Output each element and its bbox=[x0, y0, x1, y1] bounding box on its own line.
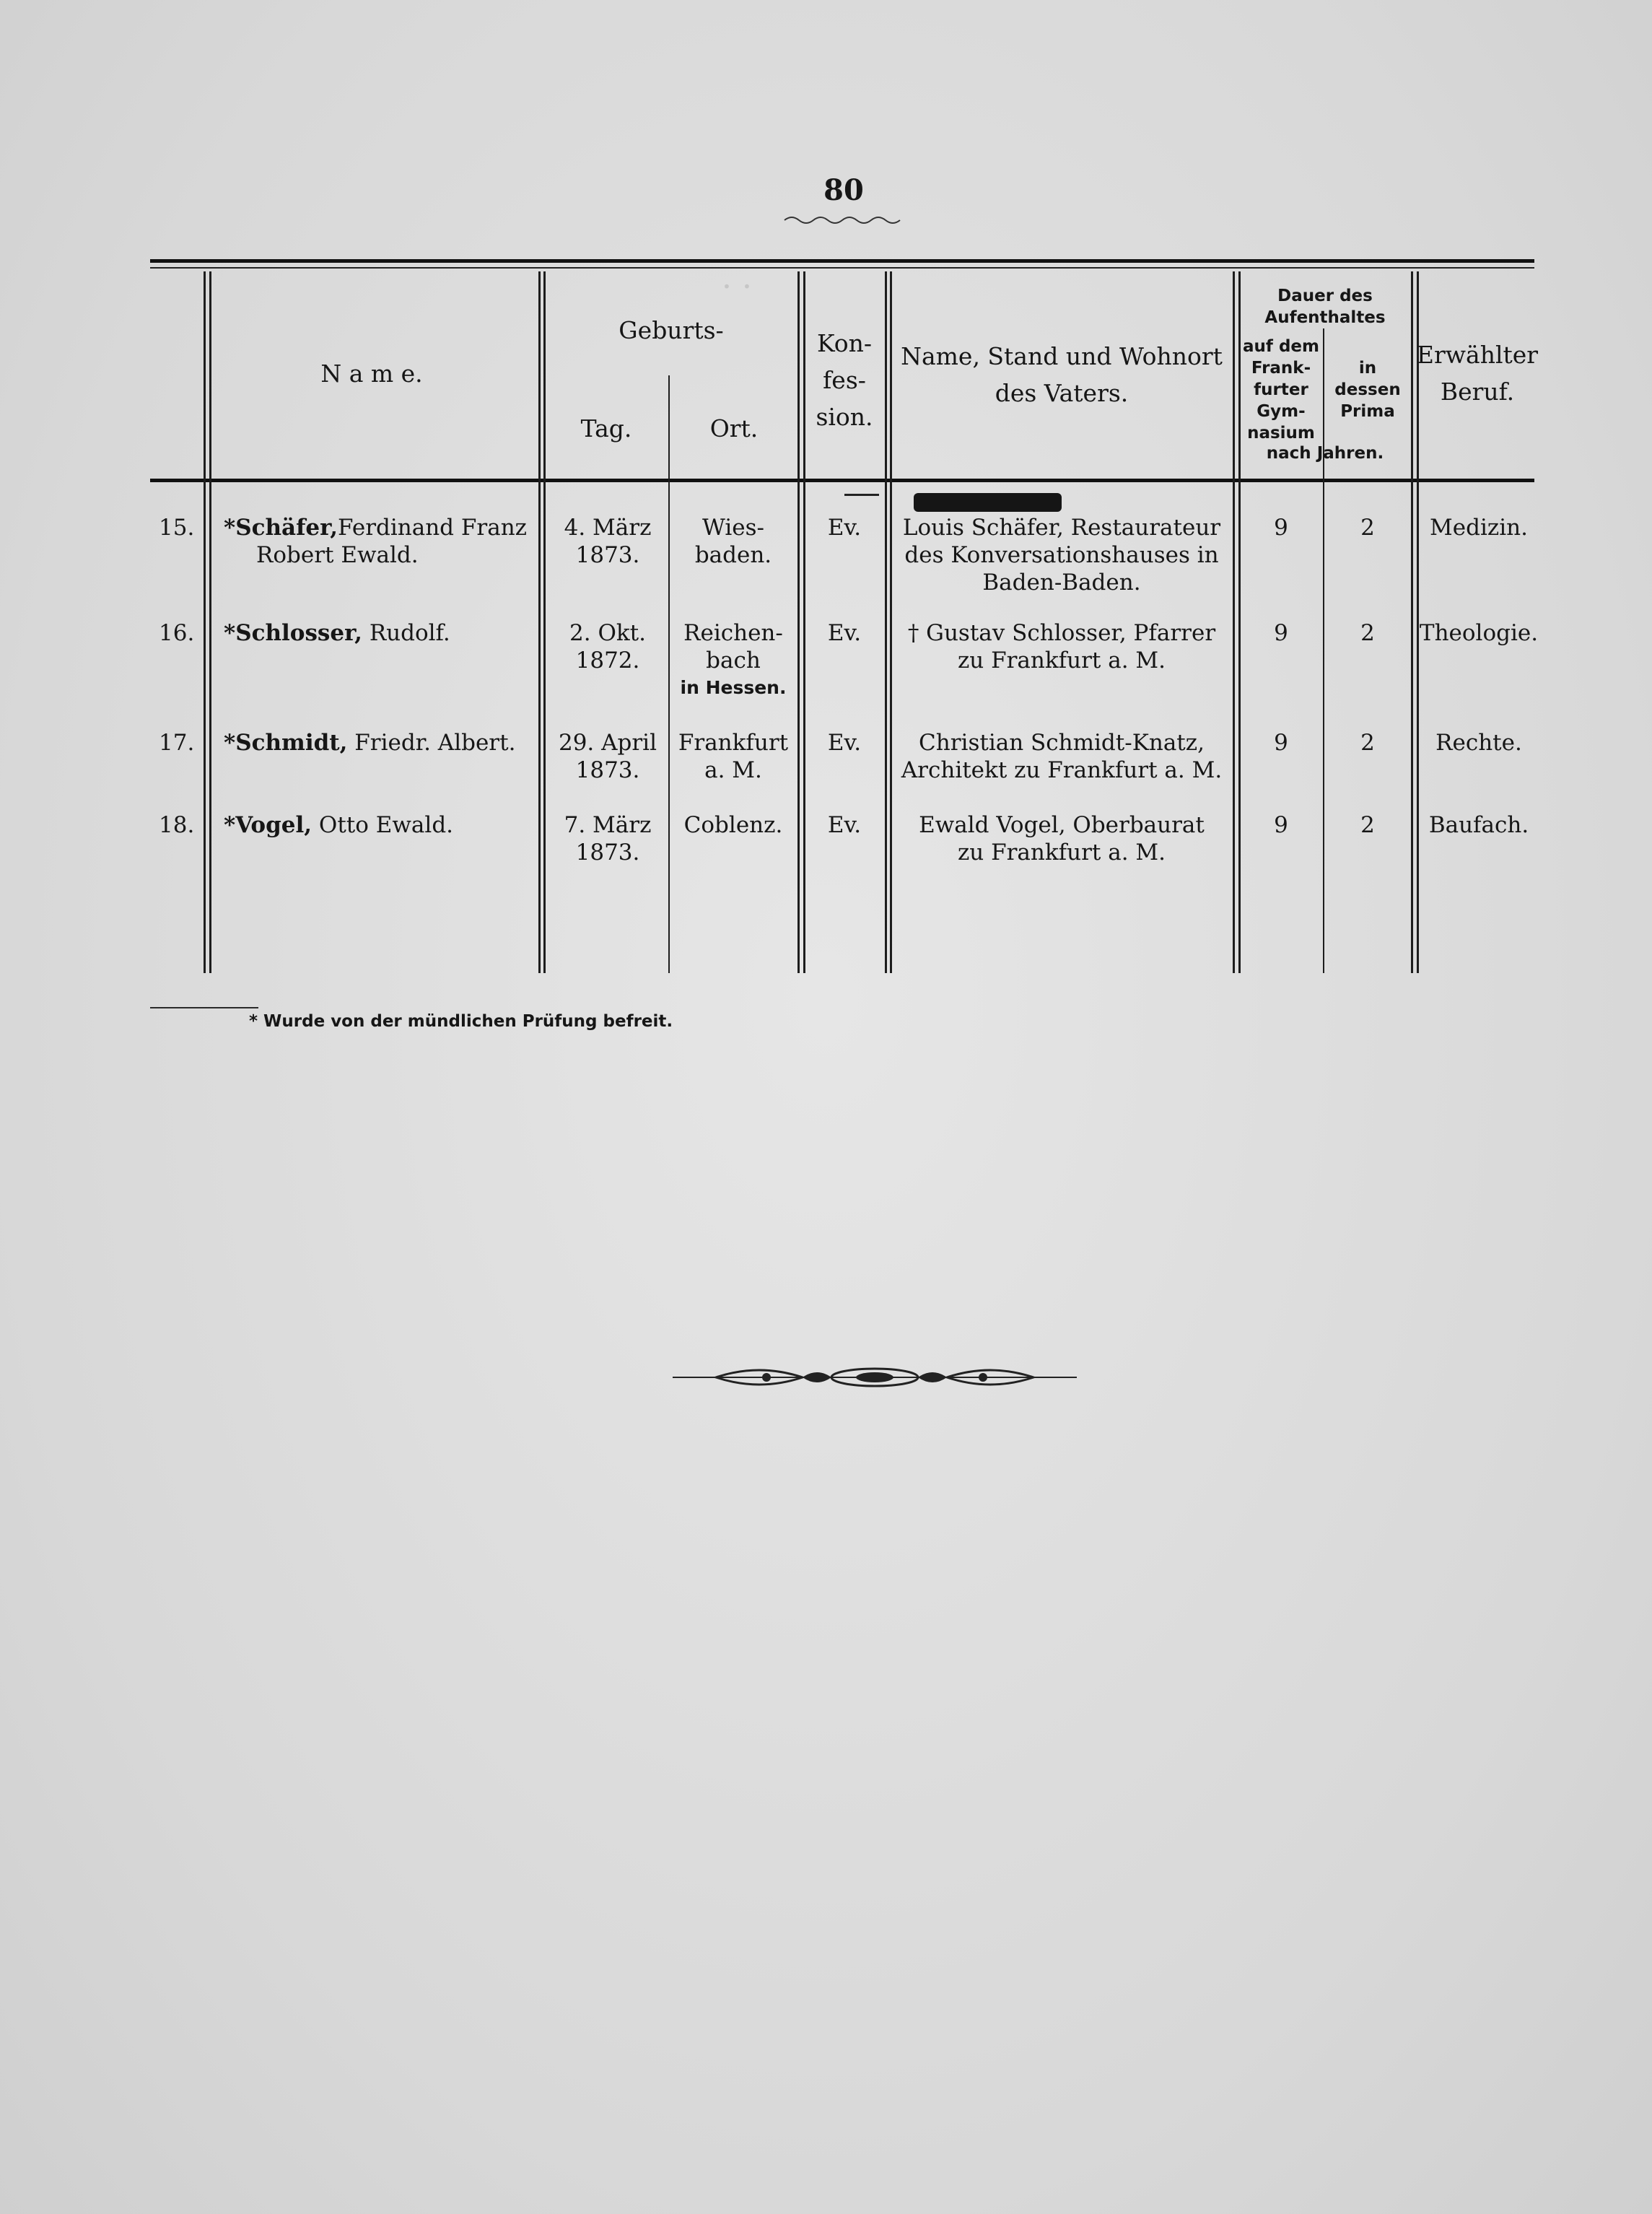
chosen-profession: Baufach. bbox=[1428, 812, 1529, 838]
person-name bbox=[224, 619, 541, 647]
father-line-2: zu Frankfurt a. M. bbox=[957, 840, 1166, 866]
birth-day: 7. März bbox=[564, 812, 652, 838]
years-gymnasium: 9 bbox=[1274, 812, 1288, 838]
header-beruf-line-1: Erwählter bbox=[1416, 341, 1539, 369]
header-gym-line-1: auf dem bbox=[1243, 337, 1319, 356]
father-line-2: des Konversationshauses in bbox=[904, 542, 1219, 568]
header-ort: Ort. bbox=[709, 414, 759, 443]
person-surname: *Vogel, bbox=[224, 812, 313, 838]
footnote: * Wurde von der mündlichen Prüfung befreit. bbox=[249, 1012, 673, 1031]
column-rule bbox=[1233, 271, 1235, 973]
header-beruf bbox=[1416, 336, 1539, 410]
table-top-rule bbox=[150, 259, 1534, 263]
birth-place-line-2: a. M. bbox=[704, 757, 762, 783]
father-info bbox=[892, 811, 1231, 866]
header-geburts: Geburts- bbox=[619, 316, 724, 344]
header-prima bbox=[1325, 358, 1410, 423]
row-number: 18. bbox=[159, 812, 195, 838]
years-prima: 2 bbox=[1360, 620, 1375, 646]
header-name: N a m e. bbox=[320, 359, 423, 388]
chosen-profession: Medizin. bbox=[1430, 515, 1528, 541]
header-gym-line-3: furter bbox=[1254, 380, 1308, 399]
birth-place bbox=[671, 619, 795, 702]
birth-place: Coblenz. bbox=[683, 812, 783, 838]
row-number: 16. bbox=[159, 620, 195, 646]
birth-place-line-2: baden. bbox=[694, 542, 772, 568]
header-dauer-line-1: Dauer des bbox=[1277, 287, 1373, 305]
birth-day: 4. März bbox=[564, 515, 652, 541]
father-line-1: Ewald Vogel, Oberbaurat bbox=[919, 812, 1205, 838]
birth-place-line-1: Wies- bbox=[702, 515, 764, 541]
person-given-name: Rudolf. bbox=[369, 620, 450, 646]
header-prima-line-2: dessen bbox=[1334, 380, 1401, 399]
decorative-ornament bbox=[673, 1357, 1077, 1398]
konfession: Ev. bbox=[827, 515, 862, 541]
birth-date bbox=[550, 811, 665, 866]
header-konfession-line-1: Kon- bbox=[816, 329, 873, 357]
father-info bbox=[892, 514, 1231, 596]
column-rule bbox=[543, 271, 546, 973]
header-konfession-line-3: sion. bbox=[816, 403, 873, 432]
header-tag: Tag. bbox=[580, 414, 632, 443]
column-rule bbox=[1411, 271, 1413, 973]
father-line-1: Christian Schmidt-Knatz, bbox=[919, 730, 1205, 756]
row-number: 17. bbox=[159, 730, 195, 756]
person-surname: *Schlosser, bbox=[224, 620, 362, 646]
person-given-name: Ferdinand Franz bbox=[338, 515, 527, 541]
father-line-2: zu Frankfurt a. M. bbox=[957, 648, 1166, 674]
header-prima-line-1: in bbox=[1358, 359, 1377, 378]
header-gym-line-2: Frank- bbox=[1251, 358, 1311, 378]
years-prima: 2 bbox=[1360, 730, 1375, 756]
person-name bbox=[224, 811, 541, 839]
chosen-profession: Theologie. bbox=[1419, 620, 1539, 646]
person-name bbox=[224, 514, 541, 569]
header-gymnasium bbox=[1238, 336, 1324, 444]
column-rule bbox=[209, 271, 211, 973]
birth-day: 29. April bbox=[558, 730, 657, 756]
person-name bbox=[224, 729, 541, 757]
person-surname: *Schmidt, bbox=[224, 730, 348, 756]
birth-year: 1873. bbox=[575, 542, 640, 568]
column-rule bbox=[668, 375, 670, 973]
konfession: Ev. bbox=[827, 812, 862, 838]
ink-mark bbox=[844, 494, 879, 496]
birth-place-line-3: in Hessen. bbox=[680, 677, 787, 698]
header-dauer-line-2: Aufenthaltes bbox=[1264, 308, 1386, 327]
person-given-name: Otto Ewald. bbox=[318, 812, 454, 838]
birth-day: 2. Okt. bbox=[569, 620, 646, 646]
years-prima: 2 bbox=[1360, 515, 1375, 541]
header-vater bbox=[893, 338, 1230, 411]
page-number: 80 bbox=[823, 173, 864, 207]
header-dauer bbox=[1241, 286, 1409, 329]
father-info bbox=[892, 619, 1231, 674]
birth-year: 1872. bbox=[575, 648, 640, 674]
table-top-rule-thin bbox=[150, 267, 1534, 269]
chosen-profession: Rechte. bbox=[1435, 730, 1522, 756]
header-konfession bbox=[805, 325, 883, 435]
person-given-name: Friedr. Albert. bbox=[354, 730, 516, 756]
column-rule bbox=[885, 271, 887, 973]
birth-date bbox=[550, 514, 665, 569]
birth-date bbox=[550, 619, 665, 674]
ink-blot bbox=[914, 493, 1062, 512]
header-vater-line-2: des Vaters. bbox=[995, 379, 1129, 408]
person-surname: *Schäfer, bbox=[224, 515, 338, 541]
header-prima-line-3: Prima bbox=[1340, 401, 1395, 421]
header-gym-line-4: Gym- bbox=[1257, 401, 1306, 421]
header-nach-jahren: nach Jahren. bbox=[1266, 444, 1384, 463]
column-rule bbox=[797, 271, 800, 973]
birth-year: 1873. bbox=[575, 757, 640, 783]
birth-place-line-1: Frankfurt bbox=[678, 730, 789, 756]
years-gymnasium: 9 bbox=[1274, 515, 1288, 541]
header-gym-line-5: nasium bbox=[1247, 423, 1315, 443]
birth-place bbox=[671, 729, 795, 784]
years-prima: 2 bbox=[1360, 812, 1375, 838]
bleed-through-text: · · bbox=[722, 269, 752, 305]
table-header-rule bbox=[150, 479, 1534, 482]
decorative-wave-rule bbox=[783, 213, 906, 227]
header-beruf-line-2: Beruf. bbox=[1440, 378, 1515, 406]
father-line-1: † Gustav Schlosser, Pfarrer bbox=[907, 620, 1216, 646]
row-number: 15. bbox=[159, 515, 195, 541]
birth-date bbox=[550, 729, 665, 784]
father-info bbox=[892, 729, 1231, 784]
column-rule bbox=[204, 271, 206, 973]
birth-year: 1873. bbox=[575, 840, 640, 866]
konfession: Ev. bbox=[827, 620, 862, 646]
person-given-name-cont: Robert Ewald. bbox=[256, 542, 419, 568]
header-konfession-line-2: fes- bbox=[823, 366, 866, 395]
header-vater-line-1: Name, Stand und Wohnort bbox=[901, 342, 1223, 370]
years-gymnasium: 9 bbox=[1274, 730, 1288, 756]
father-line-1: Louis Schäfer, Restaurateur bbox=[902, 515, 1221, 541]
footnote-rule bbox=[150, 1007, 258, 1008]
birth-place-line-1: Reichen- bbox=[683, 620, 783, 646]
father-line-2: Architekt zu Frankfurt a. M. bbox=[901, 757, 1223, 783]
years-gymnasium: 9 bbox=[1274, 620, 1288, 646]
father-line-3: Baden-Baden. bbox=[982, 570, 1141, 596]
konfession: Ev. bbox=[827, 730, 862, 756]
birth-place bbox=[671, 514, 795, 569]
birth-place-line-2: bach bbox=[706, 648, 761, 674]
